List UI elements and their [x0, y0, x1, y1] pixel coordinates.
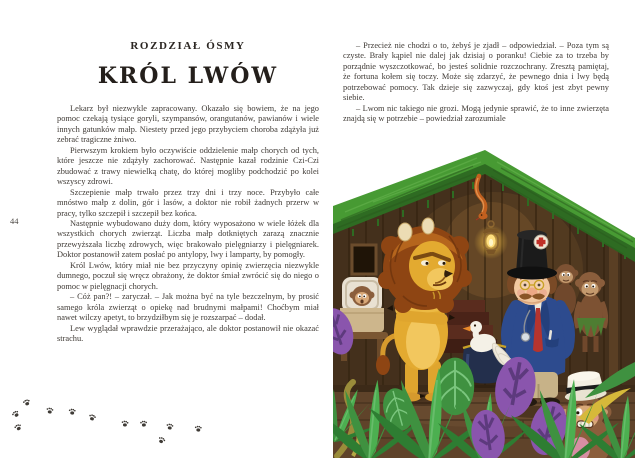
paw-print-icon: [45, 401, 55, 411]
right-page-text-column: [343, 41, 609, 125]
paragraph: – Lwom nic takiego nie grozi. Mogą jedynie sprawić, że to inne zwierzęta znajdą się w potrzebie – powiedział zarozumiale: [343, 103, 609, 124]
paw-print-icon: [20, 393, 31, 404]
paragraph: – Cóż pan?! – zaryczał. – Jak można być na tyle bezczelnym, by prosić samego króla zwierząt o opiekę nad brudnymi małpami! Choćbym miał nawet wilczy apetyt, to brzydziłbym się je rozszarpać – dodał.: [57, 292, 319, 323]
paragraph: Szczepienie małp trwało przez trzy dni i trzy noce. Przybyło całe mnóstwo małp z dolin, gór i lasów, a doktor nie robił żadnych przerw w pracy, tylko szczepił i szczepił bez końca.: [57, 187, 319, 218]
paw-print-icon: [7, 404, 19, 416]
hut-illustration: [333, 150, 635, 458]
chapter-heading: ROZDZIAŁ ÓSMY: [130, 40, 246, 52]
paw-print-icon: [68, 403, 77, 412]
page-number: 44: [10, 216, 19, 226]
paragraph: Następnie wybudowano duży dom, który wyposażono w wiele łóżek dla wszystkich chorych zwierząt. Liczba małp dotkniętych zarazą znacznie przewyższała liczbę zdrowych, więc brakowało pielęgniarzy i pielęgniarek. Doktor postanowił zatem posłać po antylopy, lwy i lamparty, by pomogły.: [57, 218, 319, 260]
paw-print-icon: [139, 415, 149, 425]
paw-print-icon: [11, 418, 23, 430]
paw-print-icon: [121, 415, 131, 425]
paw-print-icon: [194, 420, 203, 429]
left-page-text-column: [57, 40, 319, 344]
paragraph: – Przecież nie chodzi o to, żebyś je zjadł – odpowiedział. – Poza tym są czyste. Brały kąpiel nie dalej jak dzisiaj o poranku! Ciebie za to trzeba by porządnie wyszczotkować, bo jesteś solidnie rozczochrany. Zresztą pamiętaj, że fortuna kołem się toczy. Może się zdarzyć, że pewnego dnia i lwy będą potrzebować pomocy. Tak dzieje się zazwyczaj, gdy ktoś jest zbyt pewny siebie.: [343, 41, 609, 103]
paw-print-icon: [88, 408, 99, 419]
paragraph: Lekarz był niezwykle zapracowany. Okazało się bowiem, że na jego pomoc czekają tysiące goryli, szympansów, orangutanów, pawianów i wiele innych gatunków małp. Niestety przed jego przybyciem choroba zdążyła już zebrać tragiczne żniwo.: [57, 104, 319, 145]
paragraph: Król Lwów, który miał nie bez przyczyny opinię zwierzęcia niezwykle dumnego, poczuł się wręcz obrażony, że doktor śmiał zwrócić się do niego o pomoc w pielęgnacji chorych.: [57, 260, 319, 291]
paragraph: Lew wyglądał wprawdzie przerażająco, ale doktor postanowił nie okazać strachu.: [57, 323, 319, 343]
chapter-title: KRÓL LWÓW: [97, 63, 279, 89]
paw-print-icon: [165, 417, 175, 427]
paragraph: Pierwszym krokiem było oczywiście oddzielenie małp chorych od tych, które jeszcze nie zdążyły zachorować. Następnie kazał rodzinie Czi-Czi zbudować z trawy niewielką chatę, do której mogliby podchodzić po kolei wszyscy zdrowi.: [57, 145, 319, 187]
window: [352, 245, 376, 274]
paw-print-icon: [157, 430, 169, 442]
